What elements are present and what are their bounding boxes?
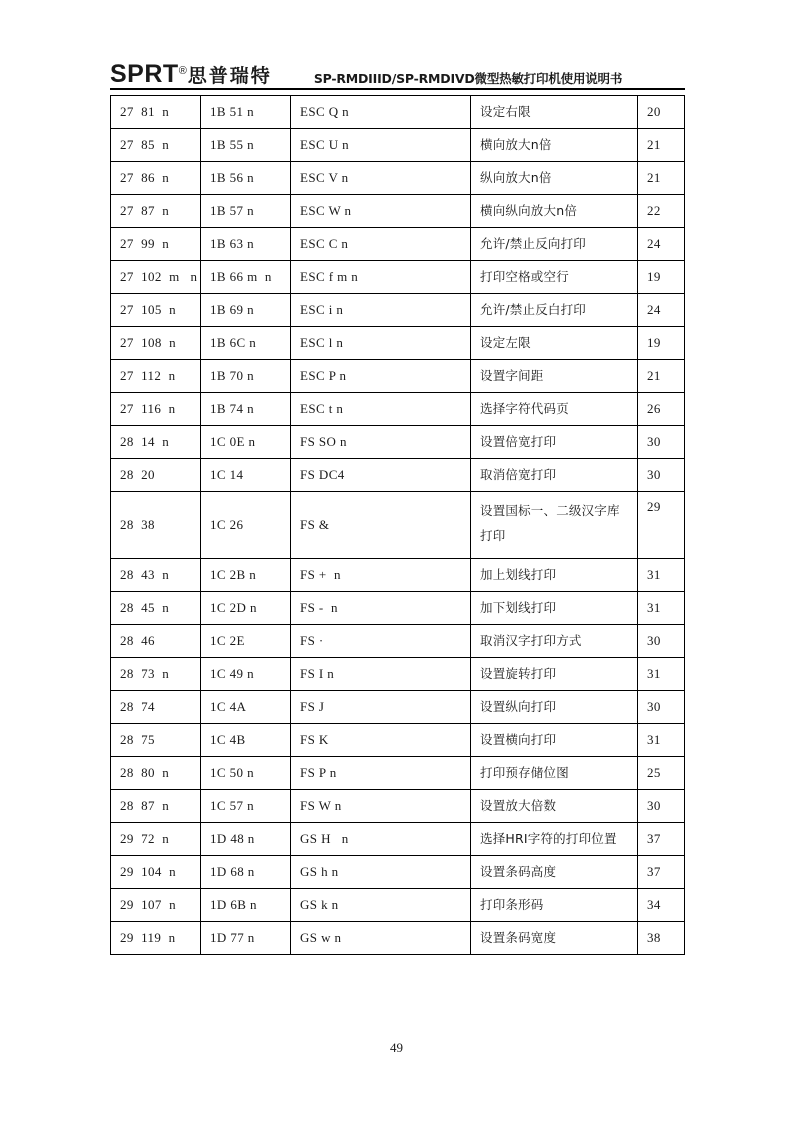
cell-function-description-text: 取消汉字打印方式: [480, 632, 582, 648]
cell-function-description: [471, 757, 638, 790]
table-row: [111, 294, 685, 327]
cell-function-description-text: 纵向放大n倍: [480, 169, 552, 185]
cell-function-description: [471, 393, 638, 426]
cell-page-number-text: 20: [647, 103, 661, 119]
cell-hex-code: [201, 823, 291, 856]
cell-hex-code: [201, 261, 291, 294]
cell-hex-code: [201, 426, 291, 459]
cell-hex-code: [201, 757, 291, 790]
cell-page-number-text: 21: [647, 136, 661, 152]
cell-page-number-text: 31: [647, 665, 661, 681]
cell-function-description: [471, 492, 638, 559]
table-row: [111, 922, 685, 955]
cell-page-number: [638, 724, 685, 757]
header-title: SP-RMDIIID/SP-RMDIVD微型热敏打印机使用说明书: [313, 70, 623, 86]
cell-decimal-code: [111, 922, 201, 955]
cell-decimal-code: [111, 592, 201, 625]
cell-hex-code-text: 1C 2B n: [210, 566, 257, 582]
cell-decimal-code: [111, 658, 201, 691]
cell-ascii-code-text: FS W n: [300, 797, 342, 813]
cell-page-number: [638, 426, 685, 459]
cell-hex-code-text: 1C 14: [210, 466, 244, 482]
cell-page-number: [638, 294, 685, 327]
cell-ascii-code: [291, 757, 471, 790]
table-row: [111, 129, 685, 162]
cell-page-number: [638, 195, 685, 228]
cell-function-description-text: 打印空格或空行: [480, 268, 569, 284]
cell-function-description: [471, 327, 638, 360]
table-row: [111, 393, 685, 426]
cell-function-description-text: 允许/禁止反向打印: [480, 235, 587, 251]
cell-decimal-code-text: 28 46: [120, 632, 155, 648]
cell-page-number-text: 37: [647, 830, 661, 846]
cell-hex-code-text: 1B 56 n: [210, 169, 254, 185]
cell-function-description: [471, 790, 638, 823]
cell-page-number: [638, 492, 685, 559]
cell-ascii-code-text: FS ·: [300, 632, 324, 648]
cell-page-number-text: 31: [647, 566, 661, 582]
cell-hex-code-text: 1D 68 n: [210, 863, 255, 879]
cell-page-number: [638, 889, 685, 922]
cell-page-number: [638, 625, 685, 658]
cell-page-number-text: 25: [647, 764, 661, 780]
cell-decimal-code-text: 28 73 n: [120, 665, 170, 681]
cell-decimal-code-text: 28 75: [120, 731, 155, 747]
cell-page-number-text: 38: [647, 929, 661, 945]
cell-page-number: [638, 360, 685, 393]
cell-function-description-text: 横向纵向放大n倍: [480, 202, 578, 218]
cell-function-description-text: 允许/禁止反白打印: [480, 301, 587, 317]
cell-hex-code: [201, 228, 291, 261]
cell-decimal-code: [111, 724, 201, 757]
cell-ascii-code: [291, 658, 471, 691]
cell-ascii-code: [291, 129, 471, 162]
page-number-footer: 49: [390, 1040, 403, 1055]
table-row: [111, 691, 685, 724]
cell-hex-code: [201, 327, 291, 360]
cell-page-number: [638, 823, 685, 856]
cell-page-number: [638, 691, 685, 724]
cell-ascii-code: [291, 228, 471, 261]
table-row: [111, 195, 685, 228]
cell-hex-code: [201, 294, 291, 327]
cell-ascii-code-text: ESC l n: [300, 334, 344, 350]
cell-page-number-text: 31: [647, 731, 661, 747]
cell-decimal-code-text: 27 112 n: [120, 367, 176, 383]
cell-function-description: [471, 129, 638, 162]
cell-page-number: [638, 96, 685, 129]
cell-function-description-text: 横向放大n倍: [480, 136, 552, 152]
cell-page-number-text: 26: [647, 400, 661, 416]
cell-function-description-text: 设置条码宽度: [480, 929, 557, 945]
cell-hex-code-text: 1B 63 n: [210, 235, 254, 251]
cell-function-description: [471, 592, 638, 625]
table-row: [111, 724, 685, 757]
cell-hex-code: [201, 790, 291, 823]
cell-ascii-code-text: ESC C n: [300, 235, 349, 251]
cell-ascii-code: [291, 691, 471, 724]
cell-hex-code-text: 1C 2E: [210, 632, 245, 648]
cell-function-description-text: 设定右限: [480, 103, 531, 119]
cell-page-number-text: 24: [647, 301, 661, 317]
cell-hex-code: [201, 129, 291, 162]
cell-decimal-code-text: 27 116 n: [120, 400, 176, 416]
table-row: [111, 360, 685, 393]
cell-hex-code-text: 1C 26: [210, 516, 244, 532]
table-row: [111, 757, 685, 790]
cell-function-description: [471, 559, 638, 592]
cell-ascii-code-text: FS SO n: [300, 433, 347, 449]
cell-hex-code: [201, 922, 291, 955]
cell-ascii-code-text: ESC P n: [300, 367, 347, 383]
cell-ascii-code-text: FS J: [300, 698, 325, 714]
cell-hex-code-text: 1C 57 n: [210, 797, 254, 813]
cell-page-number-text: 29: [647, 499, 661, 514]
cell-ascii-code-text: FS &: [300, 516, 330, 532]
cell-function-description-text: 选择HRI字符的打印位置: [480, 830, 617, 846]
cell-ascii-code: [291, 592, 471, 625]
cell-page-number-text: 34: [647, 896, 661, 912]
cell-page-number: [638, 790, 685, 823]
cell-function-description: [471, 724, 638, 757]
cell-function-description: [471, 823, 638, 856]
cell-ascii-code-text: ESC Q n: [300, 103, 350, 119]
cell-page-number: [638, 129, 685, 162]
cell-hex-code-text: 1B 74 n: [210, 400, 254, 416]
cell-page-number: [638, 658, 685, 691]
cell-ascii-code: [291, 889, 471, 922]
cell-function-description: [471, 294, 638, 327]
cell-ascii-code-text: ESC U n: [300, 136, 350, 152]
cell-decimal-code: [111, 757, 201, 790]
cell-decimal-code: [111, 691, 201, 724]
cell-ascii-code: [291, 327, 471, 360]
cell-decimal-code-text: 29 119 n: [120, 929, 176, 945]
cell-function-description-text: 打印条形码: [480, 896, 544, 912]
cell-page-number: [638, 459, 685, 492]
cell-function-description: [471, 856, 638, 889]
cell-hex-code: [201, 360, 291, 393]
cell-ascii-code: [291, 922, 471, 955]
cell-hex-code: [201, 559, 291, 592]
cell-function-description: [471, 195, 638, 228]
cell-decimal-code-text: 28 38: [120, 516, 155, 532]
cell-function-description-text: 设定左限: [480, 334, 531, 350]
cell-decimal-code: [111, 129, 201, 162]
cell-hex-code-text: 1B 66 m n: [210, 268, 272, 284]
cell-decimal-code-text: 28 20: [120, 466, 155, 482]
cell-ascii-code: [291, 261, 471, 294]
cell-page-number: [638, 559, 685, 592]
cell-ascii-code: [291, 492, 471, 559]
cell-function-description-text: 加上划线打印: [480, 566, 557, 582]
cell-hex-code: [201, 96, 291, 129]
cell-page-number: [638, 922, 685, 955]
table-row: [111, 492, 685, 559]
cell-ascii-code: [291, 294, 471, 327]
cell-function-description-text: 设置倍宽打印: [480, 433, 557, 449]
cell-decimal-code-text: 27 108 n: [120, 334, 176, 350]
cell-decimal-code: [111, 96, 201, 129]
table-row: [111, 790, 685, 823]
cell-hex-code: [201, 691, 291, 724]
cell-ascii-code: [291, 195, 471, 228]
cell-ascii-code: [291, 790, 471, 823]
cell-page-number: [638, 856, 685, 889]
cell-page-number-text: 21: [647, 169, 661, 185]
cell-page-number-text: 37: [647, 863, 661, 879]
cell-decimal-code: [111, 625, 201, 658]
cell-page-number: [638, 393, 685, 426]
cell-hex-code: [201, 889, 291, 922]
cell-ascii-code: [291, 426, 471, 459]
table-row: [111, 162, 685, 195]
cell-page-number-text: 31: [647, 599, 661, 615]
table-row: [111, 96, 685, 129]
cell-ascii-code: [291, 625, 471, 658]
cell-function-description: [471, 426, 638, 459]
cell-decimal-code-text: 27 85 n: [120, 136, 170, 152]
cell-function-description-text: 设置字间距: [480, 367, 544, 383]
cell-decimal-code-text: 27 81 n: [120, 103, 170, 119]
cell-page-number-text: 19: [647, 268, 661, 284]
cell-page-number-text: 30: [647, 433, 661, 449]
cell-hex-code: [201, 856, 291, 889]
cell-page-number-text: 21: [647, 367, 661, 383]
cell-hex-code: [201, 393, 291, 426]
cell-page-number: [638, 228, 685, 261]
cell-decimal-code-text: 28 80 n: [120, 764, 170, 780]
cell-decimal-code: [111, 162, 201, 195]
cell-function-description: [471, 889, 638, 922]
sprt-logo: [110, 62, 272, 88]
cell-ascii-code: [291, 96, 471, 129]
cell-decimal-code-text: 27 99 n: [120, 235, 170, 251]
cell-page-number: [638, 261, 685, 294]
cell-decimal-code: [111, 393, 201, 426]
cell-decimal-code-text: 29 72 n: [120, 830, 170, 846]
cell-hex-code: [201, 592, 291, 625]
cell-ascii-code: [291, 856, 471, 889]
table-row: [111, 625, 685, 658]
cell-hex-code-text: 1C 2D n: [210, 599, 257, 615]
cell-ascii-code-text: FS + n: [300, 566, 341, 582]
cell-hex-code-text: 1D 77 n: [210, 929, 255, 945]
cell-page-number-text: 30: [647, 698, 661, 714]
cell-ascii-code-text: ESC i n: [300, 301, 344, 317]
cell-hex-code-text: 1B 57 n: [210, 202, 254, 218]
table-body: [111, 96, 685, 955]
cell-page-number: [638, 162, 685, 195]
cell-ascii-code-text: ESC t n: [300, 400, 344, 416]
cell-hex-code-text: 1C 50 n: [210, 764, 254, 780]
cell-hex-code-text: 1B 6C n: [210, 334, 257, 350]
cell-function-description-text: 打印预存储位图: [480, 764, 569, 780]
cell-decimal-code: [111, 228, 201, 261]
table-row: [111, 459, 685, 492]
cell-decimal-code-text: 27 105 n: [120, 301, 176, 317]
logo-latin-text: SPRT: [110, 60, 179, 88]
cell-decimal-code: [111, 889, 201, 922]
cell-ascii-code-text: FS I n: [300, 665, 335, 681]
cell-hex-code-text: 1C 0E n: [210, 433, 256, 449]
table-row: [111, 592, 685, 625]
cell-decimal-code: [111, 360, 201, 393]
cell-function-description: [471, 691, 638, 724]
cell-function-description-text: 设置国标一、二级汉字库: [480, 503, 620, 518]
cell-function-description-text: 设置旋转打印: [480, 665, 557, 681]
cell-ascii-code-text: ESC V n: [300, 169, 349, 185]
cell-function-description: [471, 96, 638, 129]
cell-ascii-code-text: FS - n: [300, 599, 338, 615]
cell-function-description: [471, 261, 638, 294]
cell-page-number-text: 19: [647, 334, 661, 350]
cell-decimal-code-text: 28 43 n: [120, 566, 170, 582]
cell-decimal-code: [111, 492, 201, 559]
cell-decimal-code: [111, 856, 201, 889]
cell-ascii-code: [291, 559, 471, 592]
cell-decimal-code-text: 27 87 n: [120, 202, 170, 218]
cell-decimal-code-text: 28 74: [120, 698, 155, 714]
cell-function-description-text: 设置纵向打印: [480, 698, 557, 714]
table-row: [111, 261, 685, 294]
cell-function-description-text: 设置放大倍数: [480, 797, 557, 813]
cell-ascii-code: [291, 724, 471, 757]
table-row: [111, 889, 685, 922]
cell-decimal-code-text: 28 45 n: [120, 599, 170, 615]
cell-page-number-text: 30: [647, 632, 661, 648]
table-row: [111, 823, 685, 856]
cell-hex-code-text: 1B 70 n: [210, 367, 254, 383]
cell-function-description: [471, 658, 638, 691]
cell-hex-code-text: 1B 51 n: [210, 103, 254, 119]
cell-hex-code: [201, 195, 291, 228]
cell-hex-code: [201, 658, 291, 691]
cell-decimal-code: [111, 426, 201, 459]
cell-ascii-code-text: GS H n: [300, 830, 349, 846]
cell-hex-code-text: 1C 49 n: [210, 665, 254, 681]
cell-function-description-text: 取消倍宽打印: [480, 466, 557, 482]
table-row: [111, 559, 685, 592]
table-row: [111, 228, 685, 261]
cell-page-number: [638, 592, 685, 625]
cell-decimal-code: [111, 823, 201, 856]
cell-ascii-code: [291, 393, 471, 426]
command-reference-table: [110, 95, 685, 955]
cell-ascii-code: [291, 459, 471, 492]
cell-hex-code-text: 1B 69 n: [210, 301, 254, 317]
cell-function-description: [471, 360, 638, 393]
cell-ascii-code-text: GS h n: [300, 863, 339, 879]
cell-function-description-text-line2: 打印: [480, 528, 506, 543]
cell-ascii-code-text: FS K: [300, 731, 329, 747]
cell-hex-code-text: 1C 4B: [210, 731, 246, 747]
cell-page-number-text: 30: [647, 466, 661, 482]
cell-hex-code: [201, 625, 291, 658]
cell-page-number: [638, 327, 685, 360]
cell-decimal-code: [111, 459, 201, 492]
cell-decimal-code-text: 29 107 n: [120, 896, 176, 912]
cell-decimal-code-text: 27 86 n: [120, 169, 170, 185]
cell-decimal-code: [111, 327, 201, 360]
cell-function-description-text: 设置横向打印: [480, 731, 557, 747]
page-header: [110, 52, 685, 90]
cell-hex-code-text: 1B 55 n: [210, 136, 254, 152]
cell-ascii-code-text: GS w n: [300, 929, 342, 945]
cell-ascii-code: [291, 360, 471, 393]
cell-ascii-code-text: GS k n: [300, 896, 339, 912]
cell-decimal-code: [111, 261, 201, 294]
cell-decimal-code: [111, 195, 201, 228]
cell-decimal-code: [111, 294, 201, 327]
cell-hex-code-text: 1C 4A: [210, 698, 247, 714]
table-row: [111, 327, 685, 360]
cell-page-number-text: 22: [647, 202, 661, 218]
cell-decimal-code-text: 27 102 m n: [120, 268, 198, 284]
cell-hex-code: [201, 724, 291, 757]
cell-ascii-code-text: FS DC4: [300, 466, 345, 482]
cell-ascii-code-text: ESC W n: [300, 202, 352, 218]
cell-function-description: [471, 922, 638, 955]
cell-hex-code-text: 1D 48 n: [210, 830, 255, 846]
cell-decimal-code-text: 28 87 n: [120, 797, 170, 813]
cell-page-number: [638, 757, 685, 790]
cell-ascii-code: [291, 823, 471, 856]
cell-ascii-code-text: FS P n: [300, 764, 337, 780]
cell-function-description-text: 设置条码高度: [480, 863, 557, 879]
cell-decimal-code: [111, 559, 201, 592]
cell-function-description: [471, 228, 638, 261]
cell-decimal-code: [111, 790, 201, 823]
registered-trademark-icon: ®: [178, 65, 187, 77]
cell-function-description-text: 选择字符代码页: [480, 400, 569, 416]
cell-function-description: [471, 459, 638, 492]
cell-hex-code: [201, 162, 291, 195]
cell-ascii-code-text: ESC f m n: [300, 268, 359, 284]
cell-decimal-code-text: 29 104 n: [120, 863, 176, 879]
cell-decimal-code-text: 28 14 n: [120, 433, 170, 449]
cell-hex-code: [201, 492, 291, 559]
cell-function-description: [471, 162, 638, 195]
logo-chinese-text: 思普瑞特: [187, 65, 272, 87]
cell-page-number-text: 30: [647, 797, 661, 813]
cell-function-description: [471, 625, 638, 658]
cell-hex-code: [201, 459, 291, 492]
table-row: [111, 658, 685, 691]
cell-page-number-text: 24: [647, 235, 661, 251]
cell-function-description-text: 加下划线打印: [480, 599, 557, 615]
table-row: [111, 426, 685, 459]
table-row: [111, 856, 685, 889]
cell-ascii-code: [291, 162, 471, 195]
cell-hex-code-text: 1D 6B n: [210, 896, 257, 912]
